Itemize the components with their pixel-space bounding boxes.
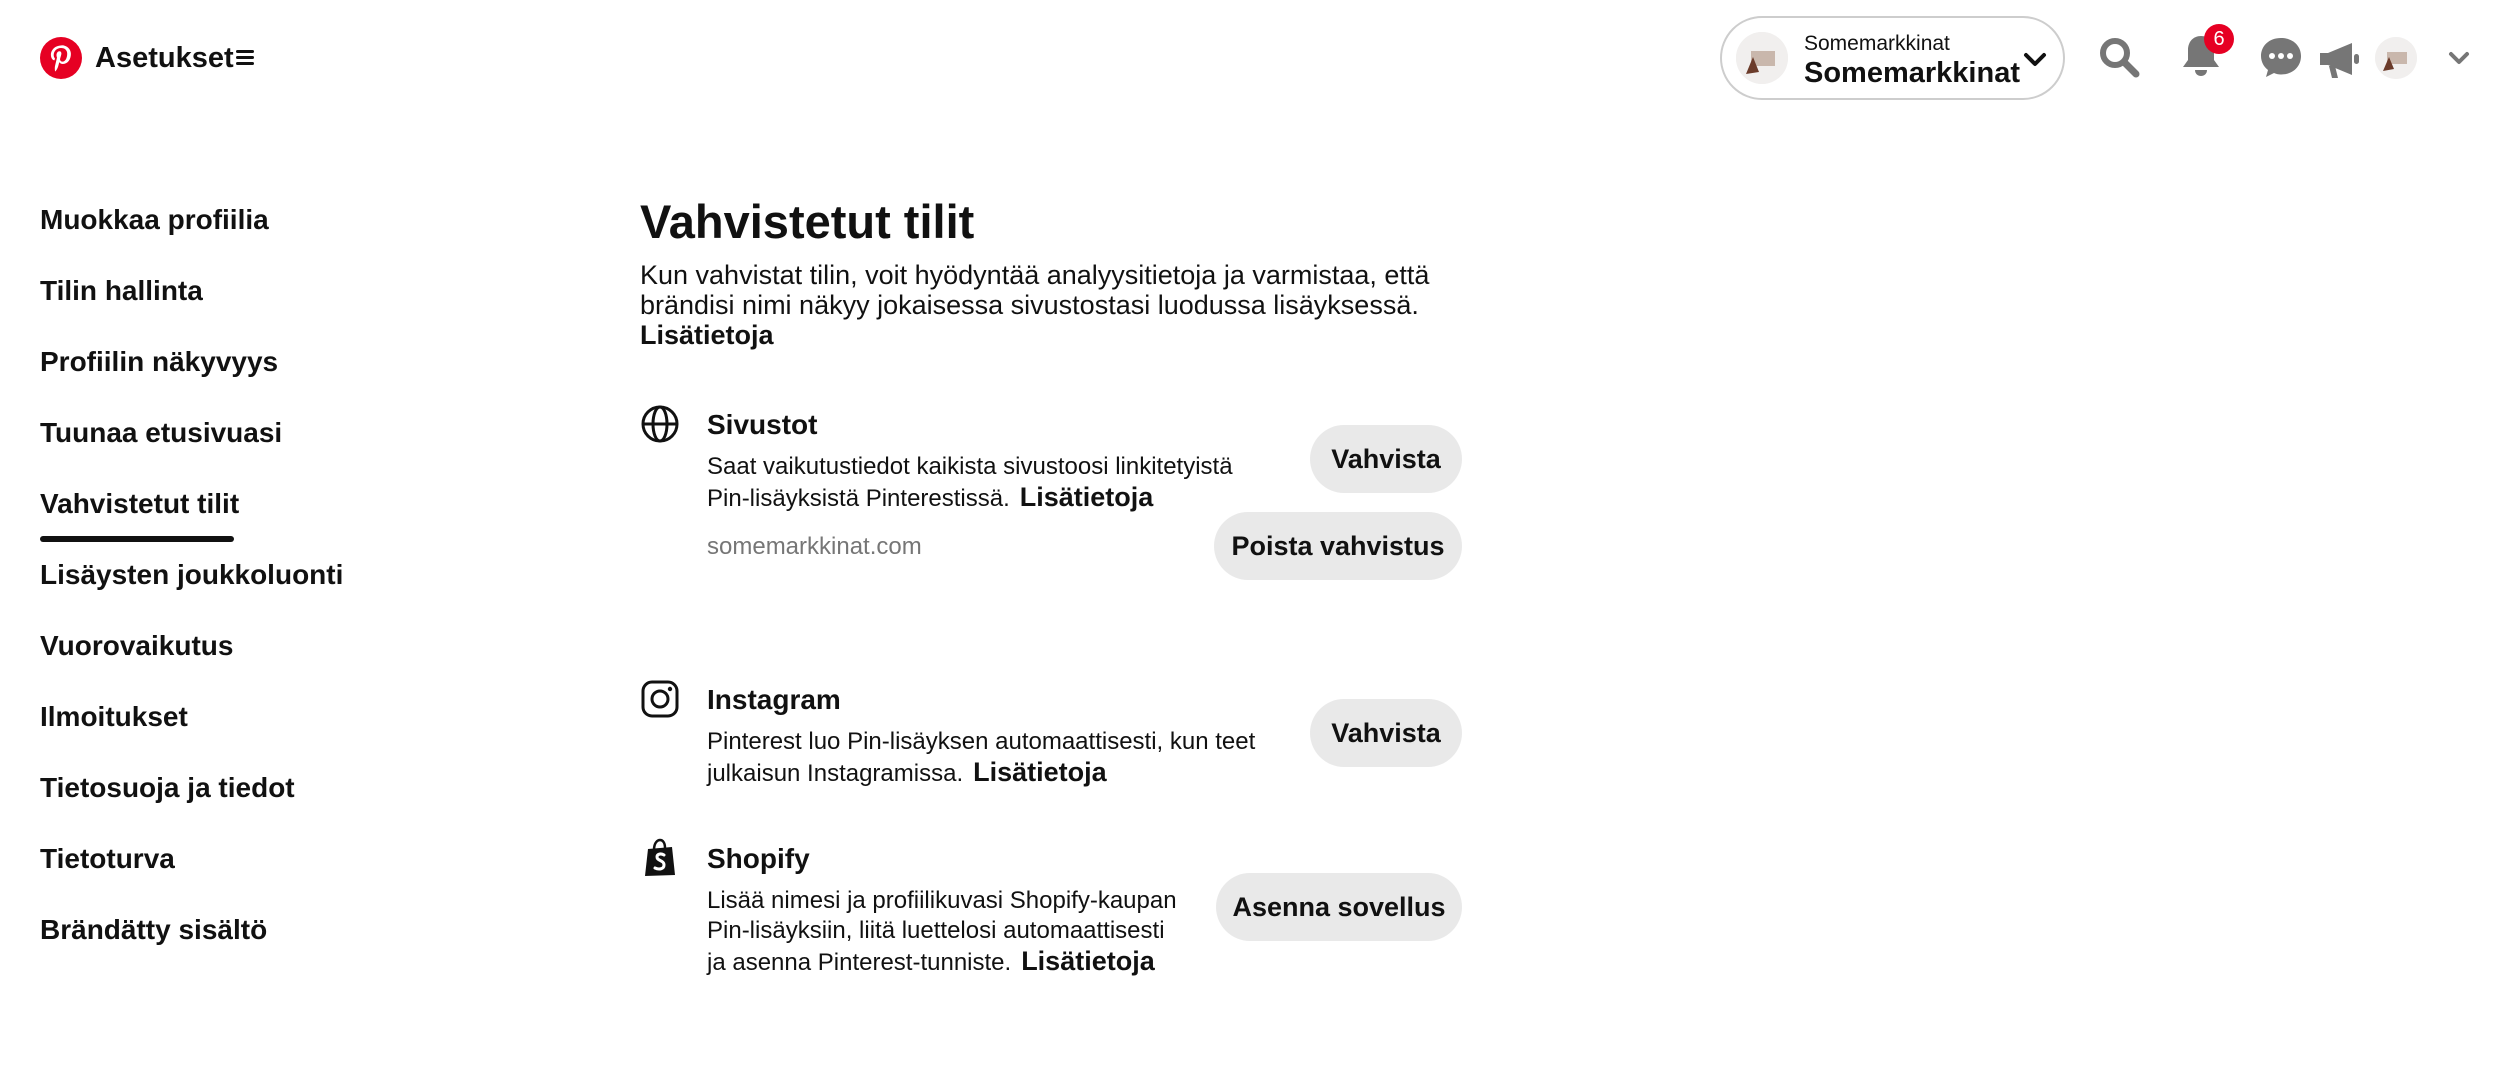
page-app-title: Asetukset <box>95 42 234 74</box>
top-header <box>0 0 2500 116</box>
verify-website-button[interactable]: Vahvista <box>1310 425 1462 493</box>
sidebar-item-profile-visibility[interactable]: Profiilin näkyvyys <box>40 346 279 377</box>
page-description <box>640 260 1460 320</box>
messages-icon[interactable] <box>2258 34 2304 80</box>
websites-description <box>707 452 1267 514</box>
pinterest-logo-icon[interactable] <box>40 37 82 79</box>
sidebar-item-tune-home-feed[interactable]: Tuunaa etusivuasi <box>40 417 283 448</box>
instagram-description <box>707 727 1287 789</box>
notification-count-badge: 6 <box>2204 24 2234 54</box>
account-avatar <box>1736 32 1788 84</box>
shopify-learn-more-link[interactable]: Lisätietoja <box>1021 946 1155 976</box>
websites-description-text: Pin-lisäyksistä Pinterestissä. <box>707 485 1010 512</box>
install-shopify-app-button[interactable]: Asenna sovellus <box>1216 873 1462 941</box>
megaphone-icon[interactable] <box>2316 36 2362 82</box>
sidebar-item-bulk-create-pins[interactable]: Lisäysten joukkoluonti <box>40 559 344 590</box>
shopify-bag-icon <box>640 838 680 878</box>
websites-title: Sivustot <box>707 409 818 440</box>
avatar-image-icon <box>2375 37 2417 79</box>
sidebar-item-notifications[interactable]: Ilmoitukset <box>40 701 188 732</box>
sidebar-item-claimed-accounts[interactable]: Vahvistetut tilit <box>40 484 239 524</box>
page-description-line: Kun vahvistat tilin, voit hyödyntää analyysitietoja ja varmistaa, että <box>640 260 1430 290</box>
websites-learn-more-link[interactable]: Lisätietoja <box>1019 482 1154 512</box>
account-name: Somemarkkinat <box>1804 57 2020 89</box>
shopify-description-line <box>707 946 1267 978</box>
shopify-description <box>707 886 1267 978</box>
learn-more-link[interactable]: Lisätietoja <box>640 320 774 350</box>
sidebar-item-edit-profile[interactable]: Muokkaa profiilia <box>40 204 269 235</box>
instagram-learn-more-link[interactable]: Lisätietoja <box>973 757 1107 787</box>
page-description-line: brändisi nimi näkyy jokaisessa sivustostasi luodussa lisäyksessä. <box>640 290 1419 320</box>
account-type-label: Somemarkkinat <box>1804 32 1950 55</box>
page-title: Vahvistetut tilit <box>640 195 975 248</box>
chevron-down-icon <box>2022 46 2048 72</box>
instagram-icon <box>640 679 680 719</box>
shopify-title: Shopify <box>707 843 810 874</box>
instagram-description-line: Pinterest luo Pin-lisäyksen automaattisesti, kun teet <box>707 728 1256 755</box>
sidebar-item-account-management[interactable]: Tilin hallinta <box>40 275 203 306</box>
shopify-description-line: Lisää nimesi ja profiilikuvasi Shopify-kaupan <box>707 887 1177 914</box>
instagram-description-line <box>707 757 1287 789</box>
unverify-website-button[interactable]: Poista vahvistus <box>1214 512 1462 580</box>
websites-description-line: Saat vaikutustiedot kaikista sivustoosi linkitetyistä <box>707 453 1233 480</box>
verify-instagram-button[interactable]: Vahvista <box>1310 699 1462 767</box>
account-switcher[interactable] <box>1720 16 2065 100</box>
sidebar-item-privacy-data[interactable]: Tietosuoja ja tiedot <box>40 772 295 803</box>
shopify-description-text: ja asenna Pinterest-tunniste. <box>707 949 1012 976</box>
sidebar-item-social-permissions[interactable]: Vuorovaikutus <box>40 630 234 661</box>
sidebar-item-branded-content[interactable]: Brändätty sisältö <box>40 914 268 945</box>
chevron-down-icon[interactable] <box>2446 45 2472 71</box>
avatar-image-icon <box>1736 32 1788 84</box>
verified-site-url: somemarkkinat.com <box>707 533 922 560</box>
instagram-description-text: julkaisun Instagramissa. <box>707 760 964 787</box>
shopify-description-line: Pin-lisäyksiin, liitä luettelosi automaattisesti <box>707 917 1165 944</box>
profile-avatar[interactable] <box>2375 37 2417 79</box>
sidebar-item-security[interactable]: Tietoturva <box>40 843 175 874</box>
search-icon[interactable] <box>2096 34 2142 80</box>
websites-description-line <box>707 482 1267 514</box>
menu-icon[interactable] <box>235 47 255 67</box>
globe-icon <box>640 404 680 444</box>
instagram-title: Instagram <box>707 684 841 715</box>
